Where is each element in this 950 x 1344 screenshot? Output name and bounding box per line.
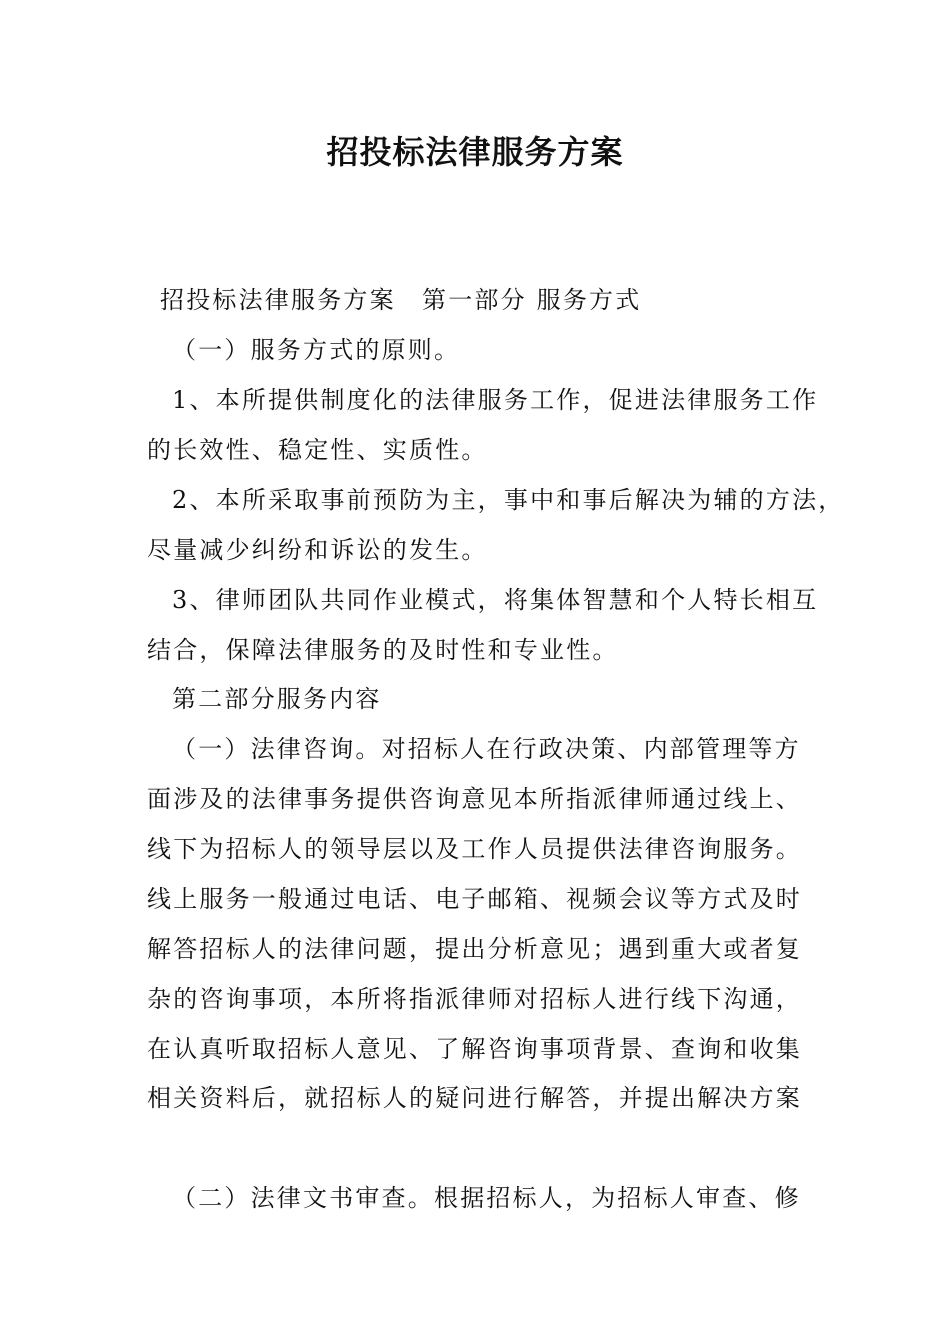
document-title: 招投标法律服务方案 [326,133,624,171]
paragraph-line: 线上服务一般通过电话、电子邮箱、视频会议等方式及时 [147,885,802,913]
paragraph-line: 线下为招标人的领导层以及工作人员提供法律咨询服务。 [147,835,802,863]
paragraph-line: 招投标法律服务方案 第一部分 服务方式 [160,286,642,314]
section-heading: 第二部分服务内容 [172,685,382,713]
paragraph-line: 杂的咨询事项，本所将指派律师对招标人进行线下沟通， [147,985,802,1013]
paragraph-line: 在认真听取招标人意见、了解咨询事项背景、查询和收集 [147,1035,802,1063]
paragraph-line: （一）法律咨询。对招标人在行政决策、内部管理等方 [172,735,801,763]
paragraph-line: （一）服务方式的原则。 [172,336,461,364]
paragraph-line: 解答招标人的法律问题，提出分析意见；遇到重大或者复 [147,935,802,963]
paragraph-line: 的长效性、稳定性、实质性。 [147,436,488,464]
paragraph-line: 尽量减少纠纷和诉讼的发生。 [147,536,488,564]
paragraph-line: 1、本所提供制度化的法律服务工作，促进法律服务工作 [172,386,819,414]
paragraph-line: 3、律师团队共同作业模式，将集体智慧和个人特长相互 [172,586,819,614]
paragraph-line: 2、本所采取事前预防为主，事中和事后解决为辅的方法， [172,486,845,514]
paragraph-line: 结合，保障法律服务的及时性和专业性。 [147,636,619,664]
paragraph-line: 相关资料后，就招标人的疑问进行解答，并提出解决方案 [147,1084,802,1112]
paragraph-line: 面涉及的法律事务提供咨询意见本所指派律师通过线上、 [147,785,802,813]
paragraph-line: （二）法律文书审查。根据招标人，为招标人审查、修 [172,1184,801,1212]
